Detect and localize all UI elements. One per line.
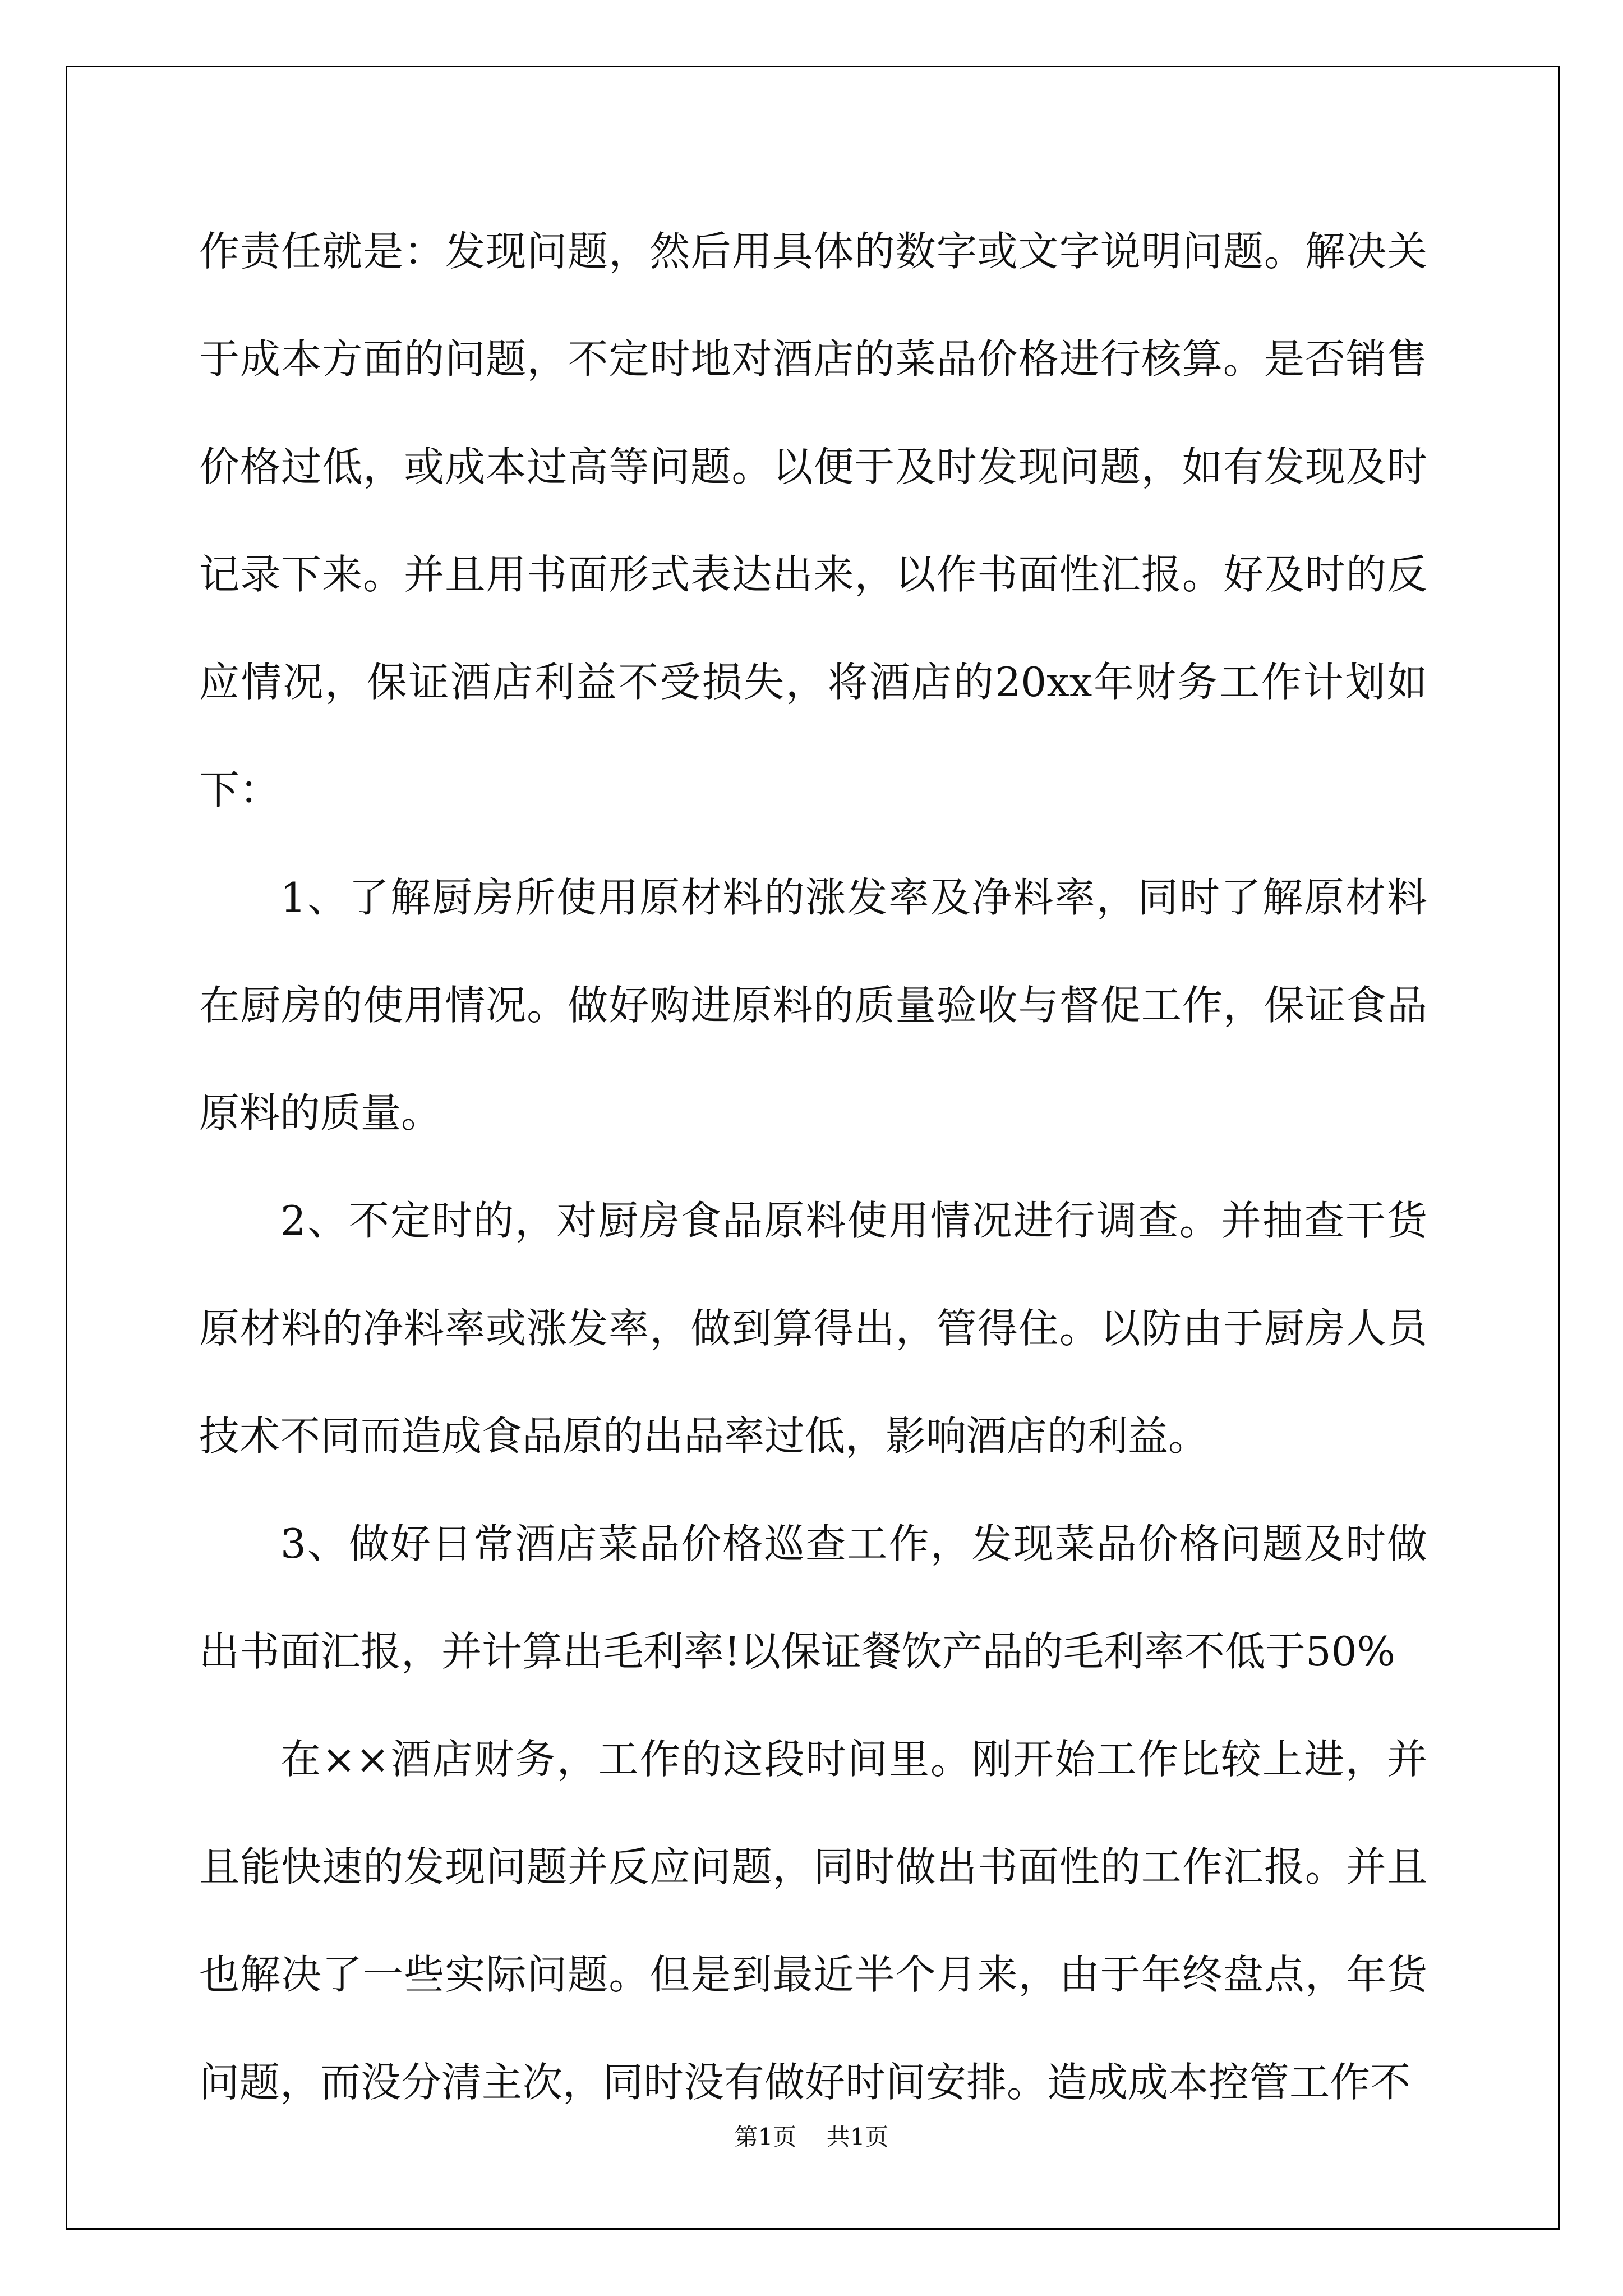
page-number: 第1页 bbox=[734, 2123, 797, 2151]
paragraph-summary: 在××酒店财务，工作的这段时间里。刚开始工作比较上进，并且能快速的发现问题并反应问题，同时做出书面性的工作汇报。并且也解决了一些实际问题。但是到最近半个月来，由于年终盘点，年货问题，而没分清主次，同时没有做好时间安排。造成成本控管工作不 bbox=[199, 1736, 1427, 2106]
paragraph-item-2: 2、不定时的，对厨房食品原料使用情况进行调查。并抽查干货原材料的净料率或涨发率，做到算得出，管得住。以防由于厨房人员技术不同而造成食品原的出品率过低，影响酒店的利益。 bbox=[199, 1197, 1427, 1460]
document-body bbox=[199, 197, 1427, 2136]
page-total: 共1页 bbox=[826, 2123, 889, 2151]
paragraph-item-3: 3、做好日常酒店菜品价格巡查工作，发现菜品价格问题及时做出书面汇报，并计算出毛利率!以保证餐饮产品的毛利率不低于50% bbox=[199, 1520, 1427, 1675]
paragraph-item-1: 1、了解厨房所使用原材料的涨发率及净料率，同时了解原材料在厨房的使用情况。做好购进原料的质量验收与督促工作，保证食品原料的质量。 bbox=[199, 874, 1427, 1137]
page-footer bbox=[0, 2122, 1623, 2153]
paragraph-intro: 作责任就是：发现问题，然后用具体的数字或文字说明问题。解决关于成本方面的问题，不定时地对酒店的菜品价格进行核算。是否销售价格过低，或成本过高等问题。以便于及时发现问题，如有发现及时记录下来。并且用书面形式表达出来，以作书面性汇报。好及时的反应情况，保证酒店利益不受损失，将酒店的20xx年财务工作计划如下： bbox=[199, 228, 1427, 813]
